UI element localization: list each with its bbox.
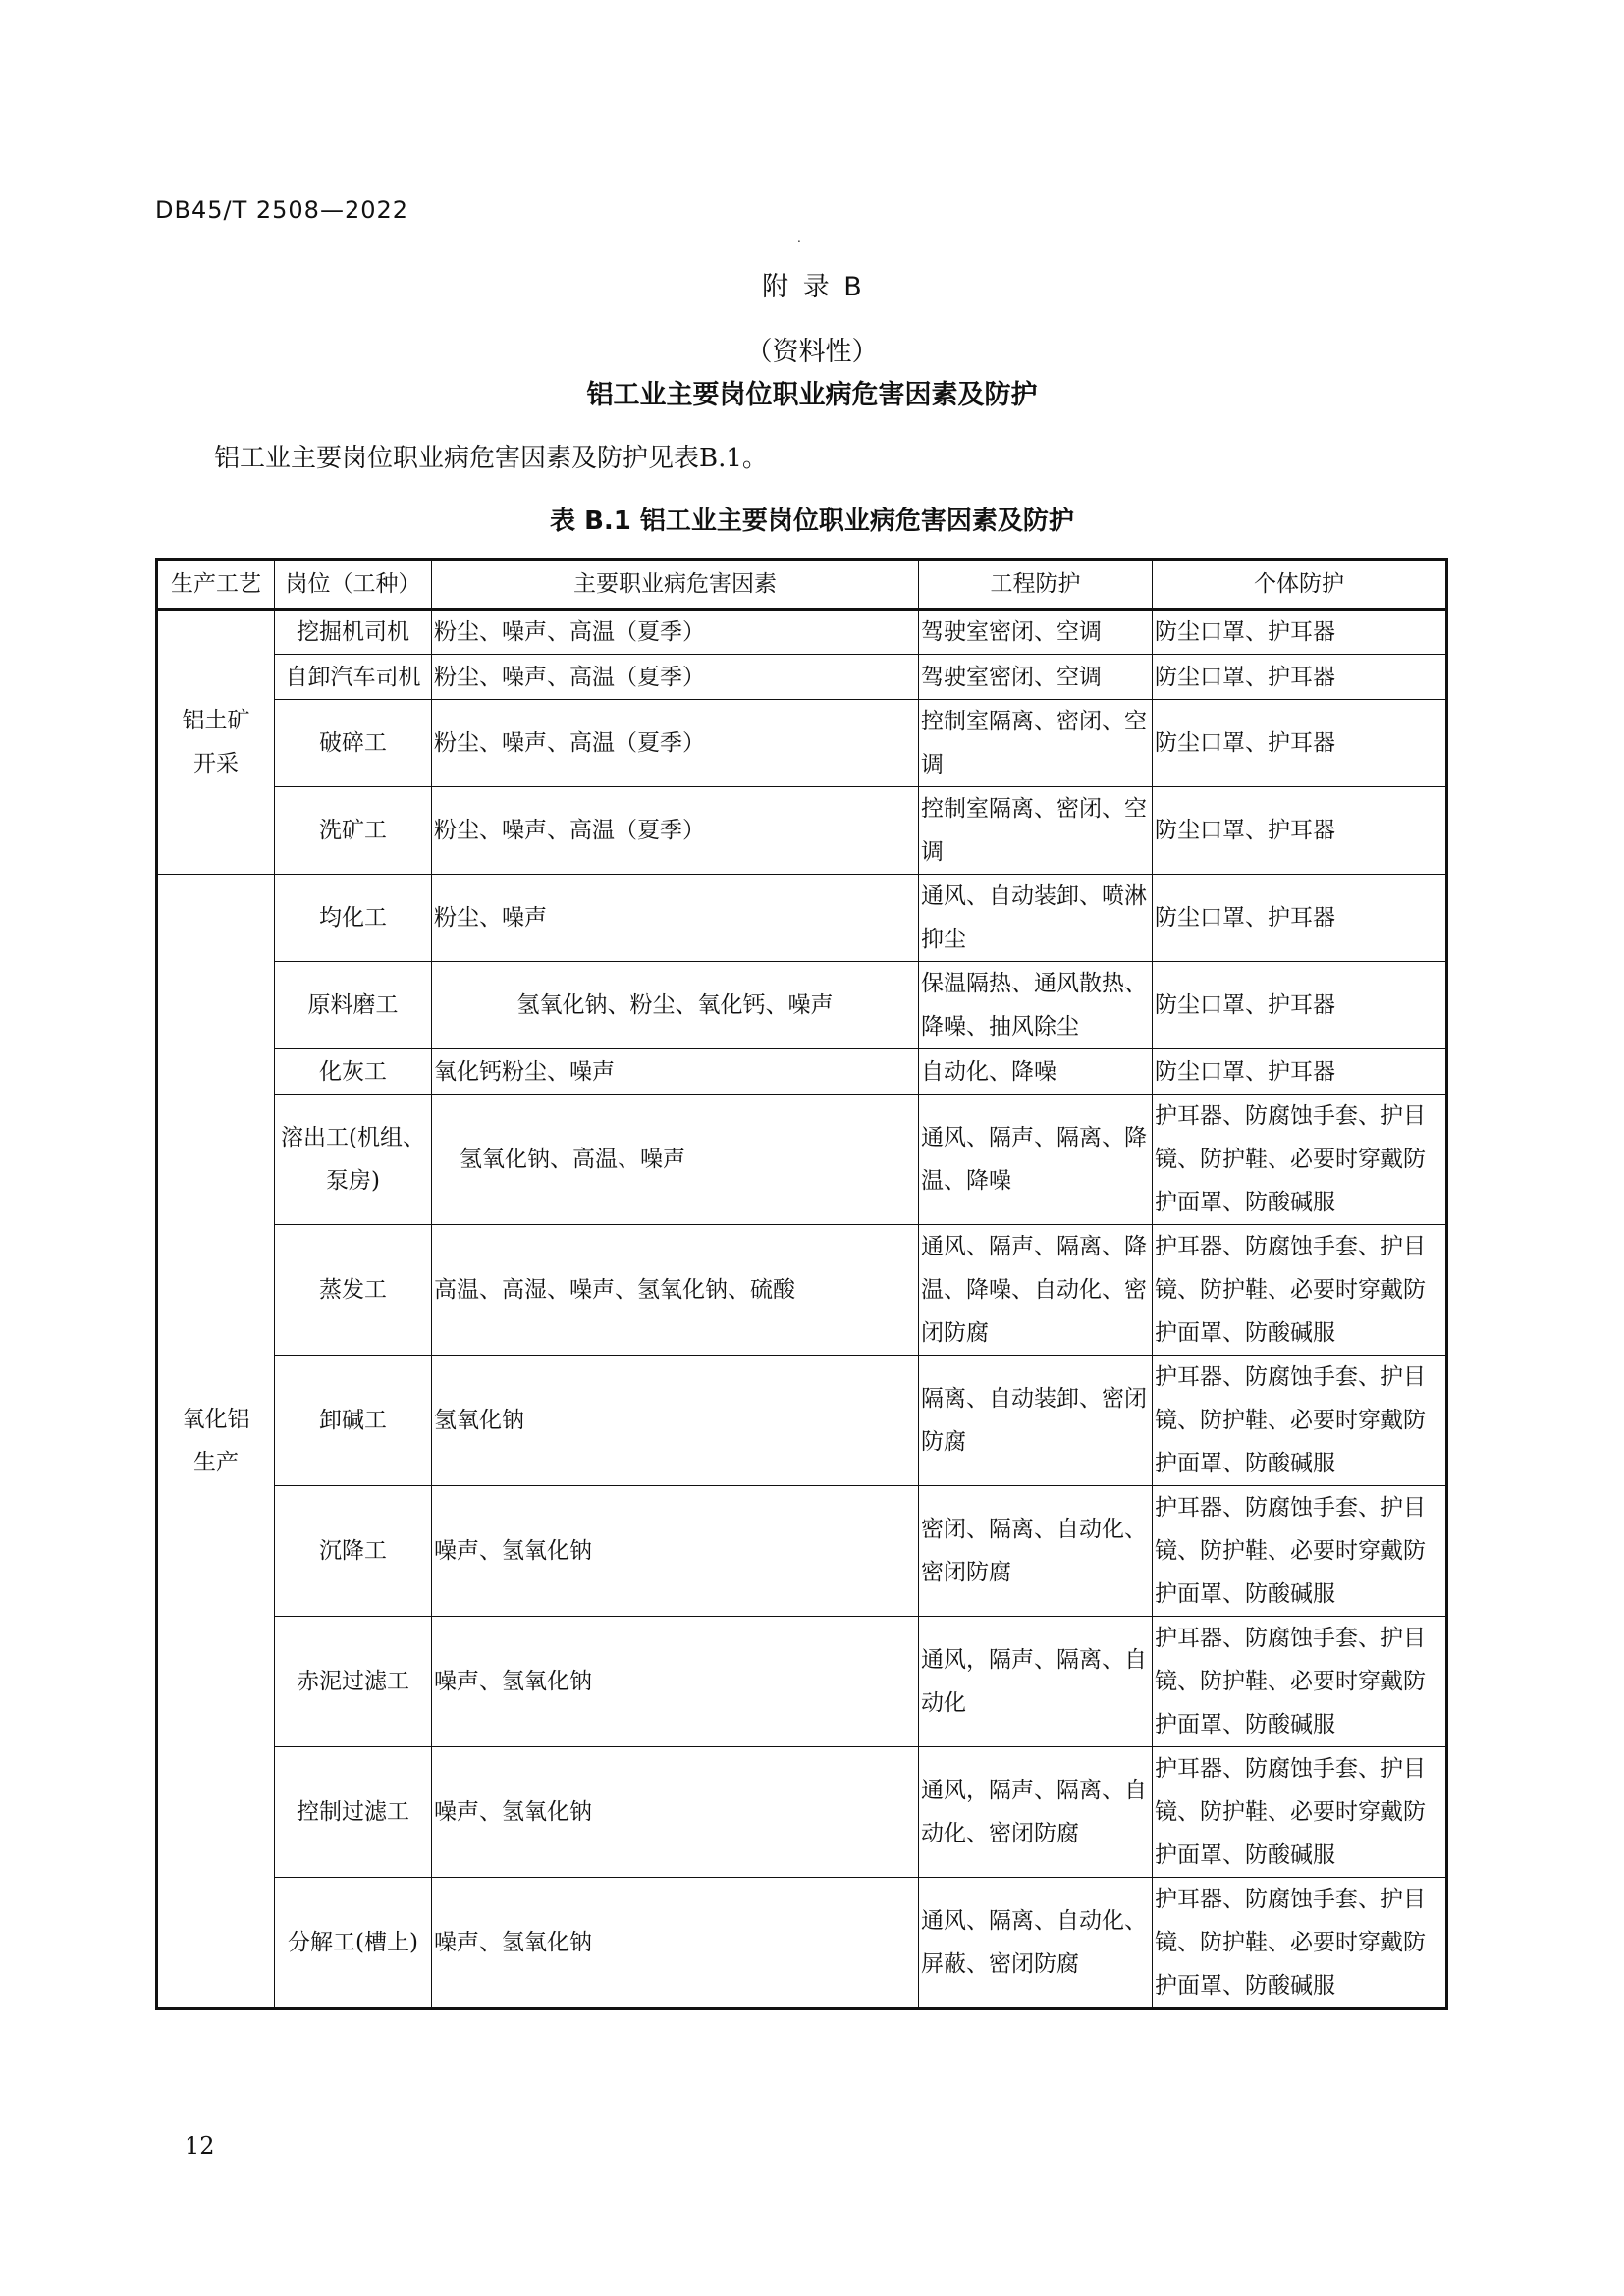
hazards-cell: 粉尘、噪声、高温（夏季） [432,655,919,700]
appendix-nature: （资料性） [745,337,879,367]
engineering-cell: 通风、自动装卸、喷淋抑尘 [919,875,1153,962]
hazards-cell: 氢氧化钠、高温、噪声 [432,1095,919,1225]
page-number: 12 [185,2132,215,2160]
engineering-cell: 控制室隔离、密闭、空调 [919,700,1153,787]
table-row [157,655,1447,700]
post-cell: 原料磨工 [275,962,432,1049]
engineering-cell: 控制室隔离、密闭、空调 [919,787,1153,875]
personal-cell: 防尘口罩、护耳器 [1153,700,1447,787]
personal-cell: 护耳器、防腐蚀手套、护目镜、防护鞋、必要时穿戴防护面罩、防酸碱服 [1153,1617,1447,1747]
header-stage: 生产工艺 [157,560,275,610]
personal-cell: 护耳器、防腐蚀手套、护目镜、防护鞋、必要时穿戴防护面罩、防酸碱服 [1153,1225,1447,1356]
hazard-table [155,558,1448,2010]
table-row [157,1878,1447,2009]
table-row [157,1049,1447,1095]
table-row [157,1356,1447,1486]
engineering-cell: 通风、隔声、隔离、降温、降噪、自动化、密闭防腐 [919,1225,1153,1356]
personal-cell: 护耳器、防腐蚀手套、护目镜、防护鞋、必要时穿戴防护面罩、防酸碱服 [1153,1878,1447,2009]
hazards-cell: 粉尘、噪声、高温（夏季） [432,610,919,655]
personal-cell: 防尘口罩、护耳器 [1153,962,1447,1049]
intro-paragraph: 铝工业主要岗位职业病危害因素及防护见表B.1。 [214,444,768,473]
personal-cell: 防尘口罩、护耳器 [1153,1049,1447,1095]
decorative-dot: . [797,232,801,245]
hazards-cell: 粉尘、噪声、高温（夏季） [432,700,919,787]
hazards-cell: 粉尘、噪声、高温（夏季） [432,787,919,875]
post-cell: 沉降工 [275,1486,432,1617]
appendix-title: 铝工业主要岗位职业病危害因素及防护 [586,380,1038,410]
post-cell: 分解工(槽上) [275,1878,432,2009]
hazards-cell: 氧化钙粉尘、噪声 [432,1049,919,1095]
table-row [157,1617,1447,1747]
engineering-cell: 通风，隔声、隔离、自动化 [919,1617,1153,1747]
post-cell: 自卸汽车司机 [275,655,432,700]
table-header-row [157,560,1447,610]
engineering-cell: 驾驶室密闭、空调 [919,610,1153,655]
post-cell: 破碎工 [275,700,432,787]
personal-cell: 防尘口罩、护耳器 [1153,655,1447,700]
header-hazards: 主要职业病危害因素 [432,560,919,610]
post-cell: 蒸发工 [275,1225,432,1356]
personal-cell: 护耳器、防腐蚀手套、护目镜、防护鞋、必要时穿戴防护面罩、防酸碱服 [1153,1486,1447,1617]
stage-cell: 铝土矿开采 [157,610,275,875]
engineering-cell: 通风、隔声、隔离、降温、降噪 [919,1095,1153,1225]
table-row [157,875,1447,962]
post-cell: 溶出工(机组、泵房) [275,1095,432,1225]
post-cell: 挖掘机司机 [275,610,432,655]
table-row [157,610,1447,655]
hazards-cell: 氢氧化钠、粉尘、氧化钙、噪声 [432,962,919,1049]
header-personal: 个体防护 [1153,560,1447,610]
table-row [157,1095,1447,1225]
hazards-cell: 噪声、氢氧化钠 [432,1617,919,1747]
hazards-cell: 噪声、氢氧化钠 [432,1747,919,1878]
table-row [157,962,1447,1049]
engineering-cell: 密闭、隔离、自动化、密闭防腐 [919,1486,1153,1617]
engineering-cell: 保温隔热、通风散热、降噪、抽风除尘 [919,962,1153,1049]
personal-cell: 护耳器、防腐蚀手套、护目镜、防护鞋、必要时穿戴防护面罩、防酸碱服 [1153,1747,1447,1878]
engineering-cell: 通风，隔声、隔离、自动化、密闭防腐 [919,1747,1153,1878]
post-cell: 洗矿工 [275,787,432,875]
hazards-cell: 高温、高湿、噪声、氢氧化钠、硫酸 [432,1225,919,1356]
table-row [157,1225,1447,1356]
engineering-cell: 驾驶室密闭、空调 [919,655,1153,700]
table-row [157,787,1447,875]
personal-cell: 护耳器、防腐蚀手套、护目镜、防护鞋、必要时穿戴防护面罩、防酸碱服 [1153,1095,1447,1225]
post-cell: 均化工 [275,875,432,962]
engineering-cell: 隔离、自动装卸、密闭防腐 [919,1356,1153,1486]
hazards-cell: 氢氧化钠 [432,1356,919,1486]
table-caption: 表 B.1 铝工业主要岗位职业病危害因素及防护 [550,507,1074,536]
post-cell: 化灰工 [275,1049,432,1095]
engineering-cell: 自动化、降噪 [919,1049,1153,1095]
engineering-cell: 通风、隔离、自动化、屏蔽、密闭防腐 [919,1878,1153,2009]
hazards-cell: 噪声、氢氧化钠 [432,1878,919,2009]
stage-cell: 氧化铝生产 [157,875,275,2009]
personal-cell: 防尘口罩、护耳器 [1153,875,1447,962]
personal-cell: 防尘口罩、护耳器 [1153,787,1447,875]
table-row [157,1747,1447,1878]
standard-code: DB45/T 2508—2022 [155,196,409,224]
table-row [157,700,1447,787]
post-cell: 卸碱工 [275,1356,432,1486]
hazards-cell: 噪声、氢氧化钠 [432,1486,919,1617]
hazards-cell: 粉尘、噪声 [432,875,919,962]
appendix-label: 附 录 B [762,272,862,302]
post-cell: 赤泥过滤工 [275,1617,432,1747]
personal-cell: 防尘口罩、护耳器 [1153,610,1447,655]
post-cell: 控制过滤工 [275,1747,432,1878]
header-engineering: 工程防护 [919,560,1153,610]
table-row [157,1486,1447,1617]
personal-cell: 护耳器、防腐蚀手套、护目镜、防护鞋、必要时穿戴防护面罩、防酸碱服 [1153,1356,1447,1486]
header-post: 岗位（工种） [275,560,432,610]
